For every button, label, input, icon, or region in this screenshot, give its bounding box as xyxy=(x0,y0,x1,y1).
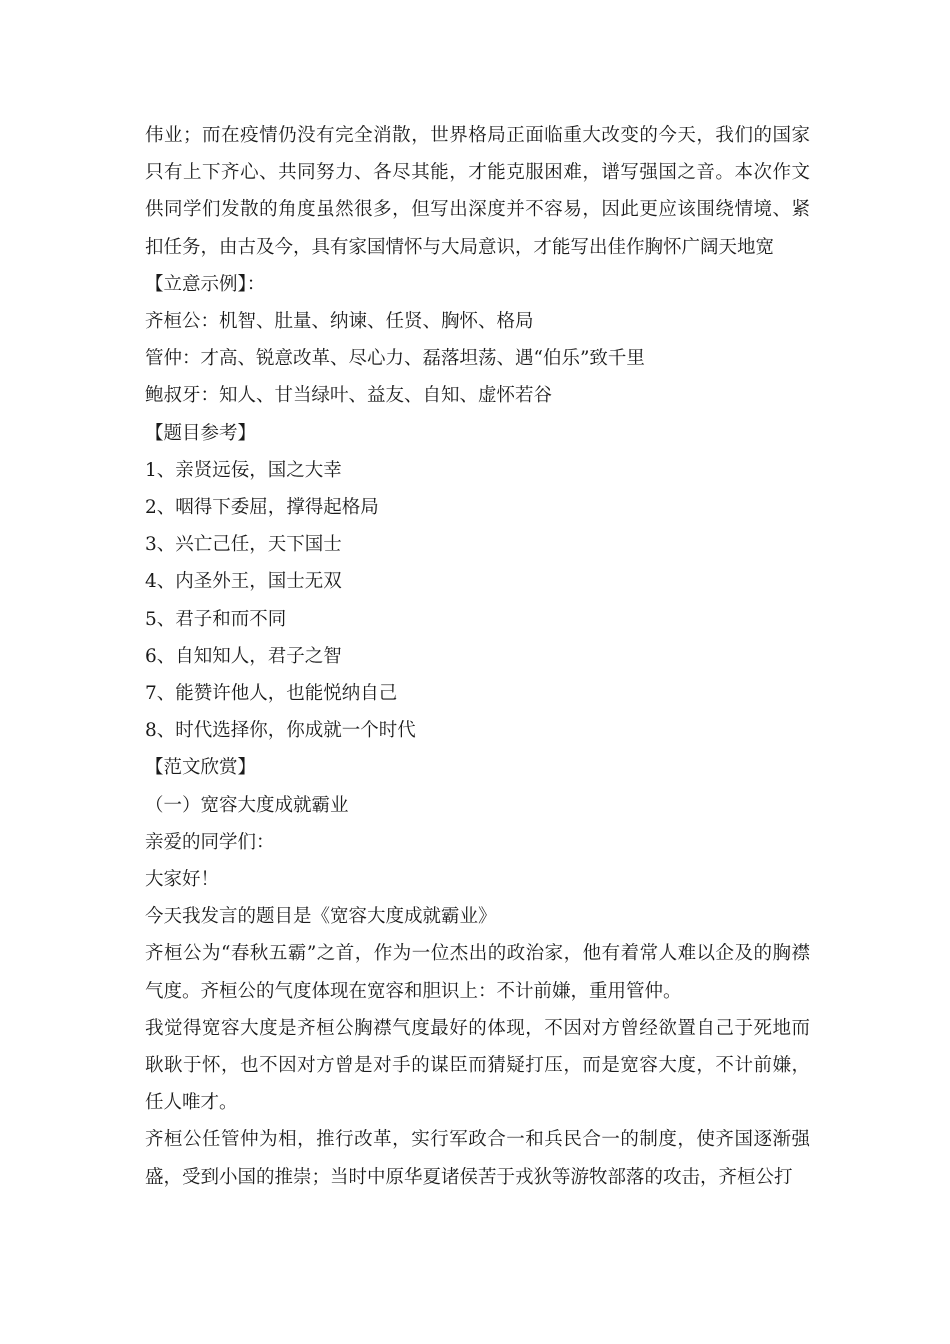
title-item-8: 8、时代选择你，你成就一个时代 xyxy=(145,720,416,742)
title-item-5: 5、君子和而不同 xyxy=(145,608,287,630)
titles-heading: 【题目参考】 xyxy=(145,422,257,444)
greeting-line-1: 亲爱的同学们： xyxy=(145,831,275,853)
speech-intro: 今天我发言的题目是《宽容大度成就霸业》 xyxy=(145,906,497,928)
title-item-4: 4、内圣外王，国士无双 xyxy=(145,571,342,593)
essay-paragraph-1: 齐桓公为“春秋五霸”之首，作为一位杰出的政治家，他有着常人难以企及的胸襟气度。齐桓公的气度体现在宽容和胆识上：不计前嫌，重用管仲。 xyxy=(145,943,810,1002)
title-item-3: 3、兴亡己任，天下国士 xyxy=(145,534,342,556)
idea-item-baoshuya: 鲍叔牙：知人、甘当绿叶、益友、自知、虚怀若谷 xyxy=(145,385,553,407)
idea-item-guanzhong: 管仲：才高、锐意改革、尽心力、磊落坦荡、遇“伯乐”致千里 xyxy=(145,348,645,370)
intro-paragraph: 伟业；而在疫情仍没有完全消散，世界格局正面临重大改变的今天，我们的国家只有上下齐心、共同努力、各尽其能，才能克服困难，谱写强国之音。本次作文供同学们发散的角度虽然很多，但写出深度并不容易，因此更应该围绕情境、紧扣任务，由古及今，具有家国情怀与大局意识，才能写出佳作胸怀广阔天地宽 xyxy=(145,125,810,258)
title-item-6: 6、自知知人，君子之智 xyxy=(145,645,342,667)
idea-heading: 【立意示例】： xyxy=(145,273,266,295)
idea-item-huangong: 齐桓公：机智、肚量、纳谏、任贤、胸怀、格局 xyxy=(145,311,534,333)
essay-paragraph-3: 齐桓公任管仲为相，推行改革，实行军政合一和兵民合一的制度，使齐国逐渐强盛，受到小国的推崇；当时中原华夏诸侯苦于戎狄等游牧部落的攻击，齐桓公打 xyxy=(145,1129,810,1188)
greeting-line-2: 大家好！ xyxy=(145,869,220,891)
title-item-1: 1、亲贤远佞，国之大幸 xyxy=(145,459,342,481)
title-item-2: 2、咽得下委屈，撑得起格局 xyxy=(145,497,379,519)
essay-heading: 【范文欣赏】 xyxy=(145,757,257,779)
title-item-7: 7、能赞许他人，也能悦纳自己 xyxy=(145,683,398,705)
essay-title: （一）宽容大度成就霸业 xyxy=(145,794,349,816)
essay-paragraph-2: 我觉得宽容大度是齐桓公胸襟气度最好的体现，不因对方曾经欲置自己于死地而耿耿于怀，也不因对方曾是对手的谋臣而猜疑打压，而是宽容大度，不计前嫌，任人唯才。 xyxy=(145,1017,810,1114)
